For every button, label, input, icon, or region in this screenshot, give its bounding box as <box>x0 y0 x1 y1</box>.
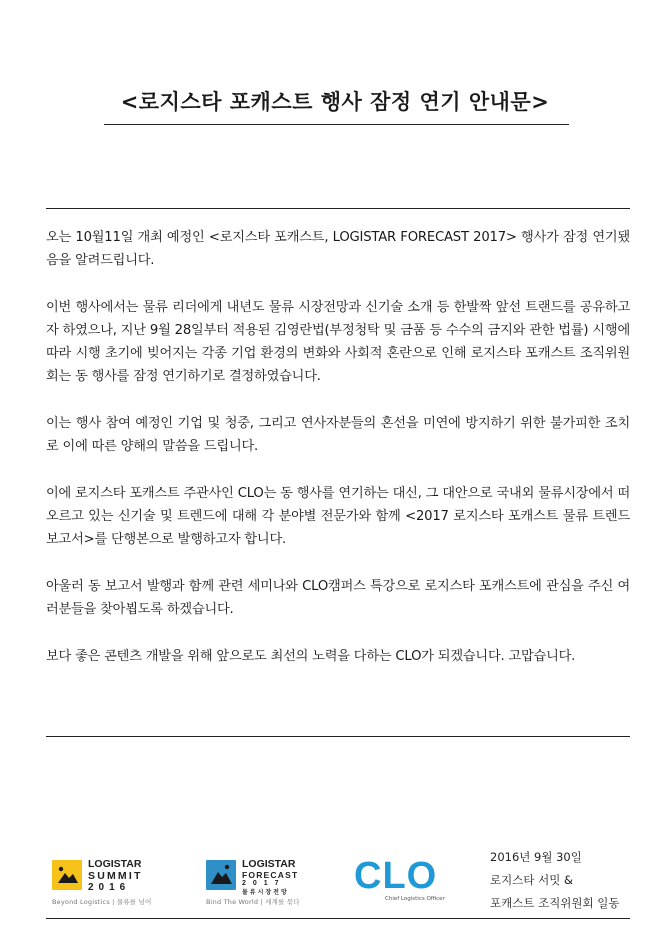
forecast-logo-tagline: Bind The World | 세계를 묶다 <box>206 898 300 906</box>
signoff-line2: 포캐스트 조직위원회 일동 <box>490 896 620 910</box>
title-underline <box>104 124 569 125</box>
paragraph-seminar: 아울러 동 보고서 발행과 함께 관련 세미나와 CLO캠퍼스 특강으로 로지스타 포캐스트에 관심을 주신 여러분들을 찾아뵙도록 하겠습니다. <box>46 579 630 617</box>
summit-logo-sub: SUMMIT <box>88 870 143 882</box>
forecast-logo-name: LOGISTAR <box>242 858 296 870</box>
paragraph-closing: 보다 좋은 콘텐츠 개발을 위해 앞으로도 최선의 노력을 다하는 CLO가 되겠습니다. 고맙습니다. <box>46 649 576 664</box>
body-top-divider <box>46 208 630 209</box>
signoff-date: 2016년 9월 30일 <box>490 850 582 864</box>
logistar-summit-logo <box>52 856 164 906</box>
clo-logo-sub: Chief Logistics Officer <box>385 896 445 902</box>
summit-logo-name: LOGISTAR <box>88 858 142 870</box>
body-bottom-divider <box>46 736 630 737</box>
summit-logo-year: 2016 <box>88 882 131 893</box>
clo-logo-word: CLO <box>354 855 438 897</box>
signoff <box>490 846 620 915</box>
signoff-line1: 로지스타 서밋 & <box>490 873 573 887</box>
forecast-logo-sub: FORECAST <box>242 870 299 880</box>
notice-title: <로지스타 포캐스트 행사 잠정 연기 안내문> <box>120 90 550 114</box>
paragraph-postponement: 오는 10월11일 개최 예정인 <로지스타 포캐스트, LOGISTAR FORECAST 2017> 행사가 잠정 연기됐음을 알려드립니다. <box>46 230 630 268</box>
paragraph-apology: 이는 행사 참여 예정인 기업 및 청중, 그리고 연사자분들의 혼선을 미연에 방지하기 위한 불가피한 조치로 이에 따른 양해의 말씀을 드립니다. <box>46 416 630 454</box>
logistar-forecast-logo <box>206 856 308 906</box>
forecast-mark-icon <box>206 860 236 890</box>
notice-body <box>46 226 630 692</box>
footer-divider <box>46 918 630 919</box>
forecast-logo-year: 2017 <box>242 880 286 887</box>
summit-logo-tagline: Beyond Logistics | 물류를 넘어 <box>52 898 152 906</box>
clo-logo <box>354 856 444 906</box>
forecast-logo-korean: 물류시장전망 <box>242 889 289 896</box>
paragraph-report: 이에 로지스타 포캐스트 주관사인 CLO는 동 행사를 연기하는 대신, 그 대안으로 국내외 물류시장에서 떠오르고 있는 신기술 및 트렌드에 대해 각 분야별 전문가와 함께 <2017 로지스타 포캐스트 물류 트렌드 보고서>를 단행본으로 발행하고자 합니다. <box>46 486 630 547</box>
summit-mark-icon <box>52 860 82 890</box>
paragraph-reason: 이번 행사에서는 물류 리더에게 내년도 물류 시장전망과 신기술 소개 등 한발짝 앞선 트랜드를 공유하고자 하였으나, 지난 9월 28일부터 적용된 김영란법(부정청탁 및 금품 등 수수의 금지와 관한 법률) 시행에 따라 시행 초기에 빚어지는 각종 기업 환경의 변화와 사회적 혼란으로 인해 로지스타 포캐스트 조직위원회는 동 행사를 잠정 연기하기로 결정하였습니다. <box>46 300 630 384</box>
